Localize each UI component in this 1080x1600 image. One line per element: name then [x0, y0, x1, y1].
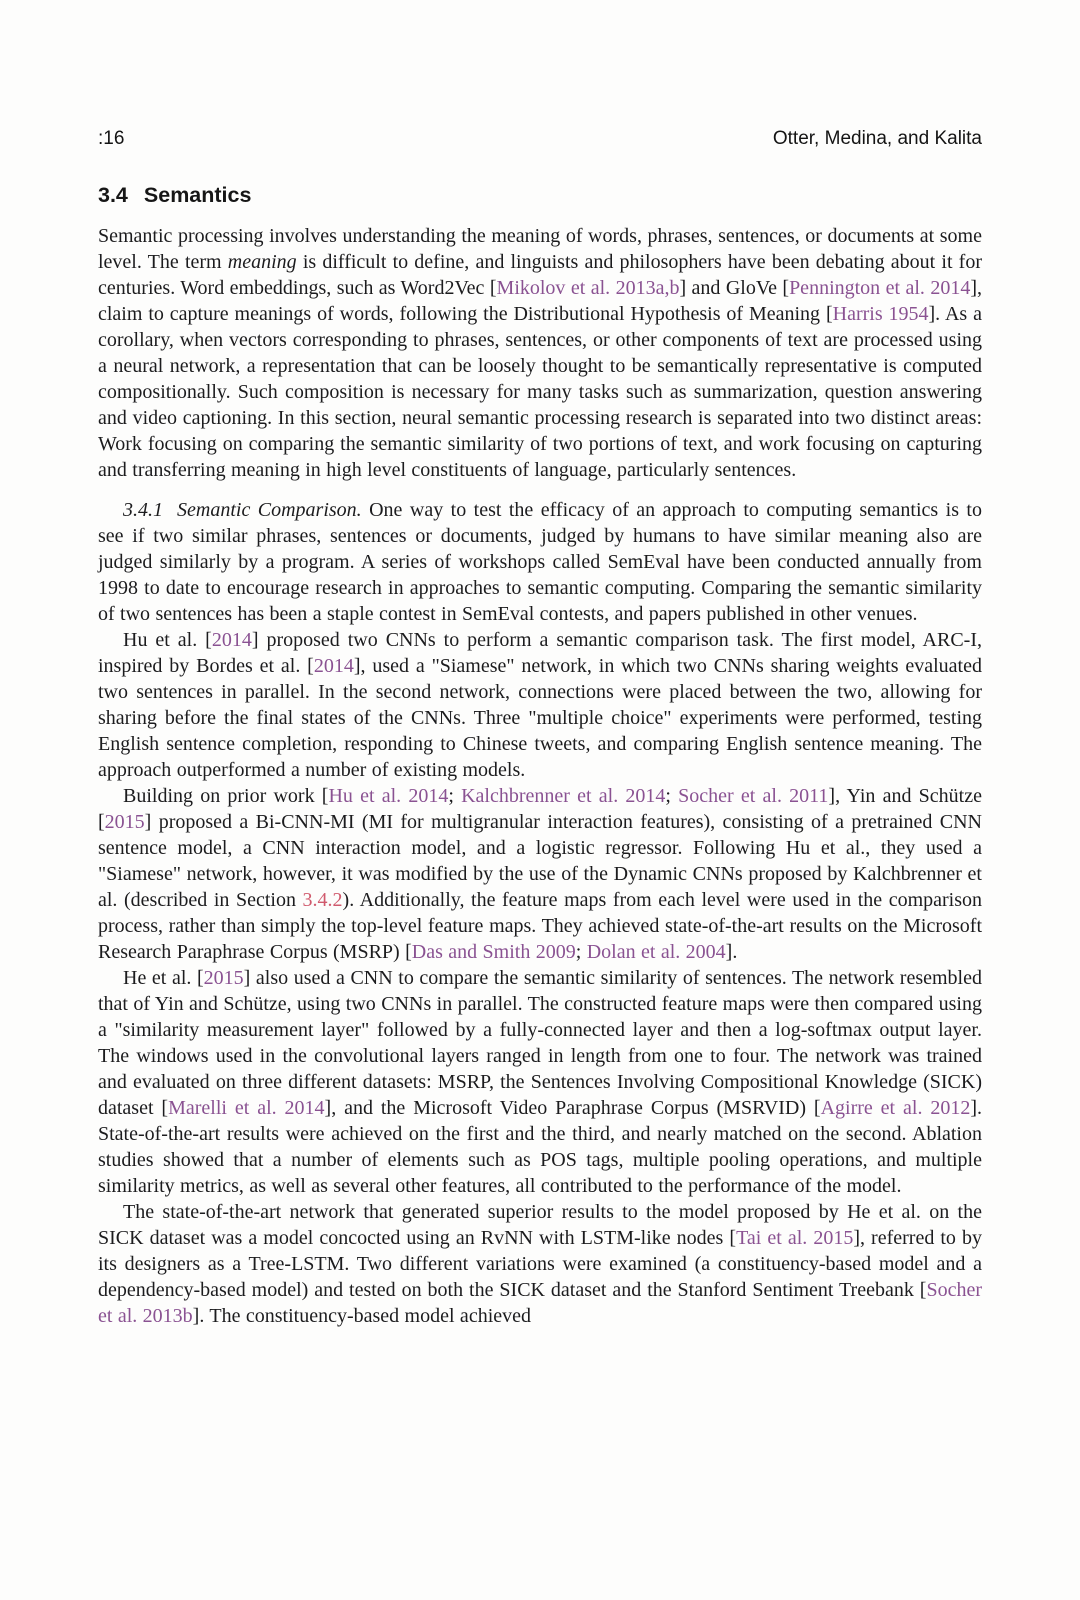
body-text: ], Yin and Schütze [ — [98, 785, 982, 833]
body-text: ]. The constituency-based model achieved — [192, 1305, 532, 1327]
body-text: ; — [665, 785, 679, 807]
body-text: ] proposed two CNNs to perform a semantic comparison task. The first model, ARC-I, inspired by Bordes et al. [ — [98, 629, 982, 677]
body-text: ; — [575, 941, 587, 963]
body-text: Hu et al. [ — [123, 629, 212, 651]
citation-link[interactable]: Mikolov et al. 2013a,b — [496, 277, 680, 299]
running-authors: Otter, Medina, and Kalita — [772, 128, 982, 149]
body-text: One way to test the efficacy of an approach to computing semantics is to see if two similar phrases, sentences or documents, judged by humans to have similar meaning also are judged similarly by a program. A series of workshops called SemEval have been conducted annually from 1998 to date to encourage research in approaches to semantic computing. Comparing the semantic similarity of two sentences has been a staple contest in SemEval contests, and papers published in other venues. — [98, 499, 982, 625]
section-heading — [98, 182, 982, 208]
body-text: ], claim to capture meanings of words, following the Distributional Hypothesis of Meaning [ — [98, 277, 982, 325]
section-number: 3.4 — [98, 183, 128, 207]
citation-link[interactable]: 2014 — [211, 629, 252, 651]
citation-link[interactable]: Marelli et al. 2014 — [168, 1097, 325, 1119]
body-text: ]. As a corollary, when vectors corresponding to phrases, sentences, or other components of text are processed using a neural network, a representation that can be loosely thought to be semantically representative is computed compositionally. Such composition is necessary for many tasks such as summarization, question answering and video captioning. In this section, neural semantic processing research is separated into two distinct areas: Work focusing on comparing the semantic similarity of two portions of text, and work focusing on capturing and transferring meaning in high level constituents of language, particularly sentences. — [98, 303, 982, 481]
body-text: The state-of-the-art network that generated superior results to the model proposed by He et al. on the SICK dataset was a model concocted using an RvNN with LSTM-like nodes [ — [98, 1201, 982, 1249]
body-text: ], used a "Siamese" network, in which two CNNs sharing weights evaluated two sentences in parallel. In the second network, connections were placed between the two, allowing for sharing before the final states of the CNNs. Three "multiple choice" experiments were performed, testing English sentence completion, responding to Chinese tweets, and comparing English sentence meaning. The approach outperformed a number of existing models. — [98, 655, 982, 781]
citation-link[interactable]: Harris 1954 — [832, 303, 929, 325]
citation-link[interactable]: Kalchbrenner et al. 2014 — [461, 785, 666, 807]
body-text: Semantic processing involves understanding the meaning of words, phrases, sentences, or documents at some level. The term — [98, 225, 982, 273]
body-text: ]. — [725, 941, 738, 963]
body-text: ], referred to by its designers as a Tree-LSTM. Two different variations were examined (a constituency-based model and a dependency-based model) and tested on both the SICK dataset and the Stanford Sentiment Treebank [ — [98, 1227, 982, 1301]
body-text: is difficult to define, and linguists and philosophers have been debating about it for centuries. Word embeddings, such as Word2Vec [ — [98, 251, 982, 299]
body-text: Building on prior work [ — [123, 785, 329, 807]
semantics-intro-paragraph — [98, 223, 982, 483]
citation-link[interactable]: Socher et al. 2013b — [98, 1279, 982, 1327]
body-text: ], and the Microsoft Video Paraphrase Corpus (MSRVID) [ — [324, 1097, 821, 1119]
yin-schutze-paragraph — [98, 783, 982, 965]
body-text: He et al. [ — [123, 967, 204, 989]
hu-etal-paragraph — [98, 627, 982, 783]
body-text: ). Additionally, the feature maps from each level were used in the comparison process, rather than simply the top-level feature maps. They achieved state-of-the-art results on the Microsoft Research Paraphrase Corpus (MSRP) [ — [98, 889, 983, 963]
he-etal-paragraph — [98, 965, 982, 1199]
body-text: ] proposed a Bi-CNN-MI (MI for multigranular interaction features), consisting of a pretrained CNN sentence model, a CNN interaction model, and a logistic regressor. Following Hu et al., they used a "Siamese" network, however, it was modified by the use of the Dynamic CNNs proposed by Kalchbrenner et al. (described in Section — [98, 811, 982, 911]
section-title: Semantics — [143, 183, 252, 207]
citation-link[interactable]: Pennington et al. 2014 — [789, 277, 971, 299]
semantic-comparison-paragraph — [98, 497, 982, 627]
citation-link[interactable]: 2014 — [313, 655, 354, 677]
body-text: ]. State-of-the-art results were achieved on the first and the third, and nearly matched on the second. Ablation studies showed that a number of elements such as POS tags, multiple pooling operations, and multiple similarity metrics, as well as several other features, all contributed to the performance of the model. — [98, 1097, 983, 1197]
citation-link[interactable]: Tai et al. 2015 — [736, 1227, 854, 1249]
citation-link[interactable]: Dolan et al. 2004 — [586, 941, 726, 963]
article-body — [98, 223, 982, 1329]
body-text: ] also used a CNN to compare the semantic similarity of sentences. The network resembled that of Yin and Schütze, using two CNNs in parallel. The constructed feature maps were then compared using a "similarity measurement layer" followed by a fully-connected layer and then a log-softmax output layer. The windows used in the convolutional layers ranged in length from one to four. The network was trained and evaluated on three different datasets: MSRP, the Sentences Involving Compositional Knowledge (SICK) dataset [ — [98, 967, 982, 1119]
citation-link[interactable]: Hu et al. 2014 — [328, 785, 449, 807]
citation-link[interactable]: Agirre et al. 2012 — [820, 1097, 971, 1119]
citation-link[interactable]: 2015 — [104, 811, 145, 833]
citation-link[interactable]: Socher et al. 2011 — [678, 785, 829, 807]
citation-link[interactable]: 2015 — [203, 967, 244, 989]
page-number: :16 — [98, 128, 125, 149]
running-head — [98, 128, 982, 150]
citation-link[interactable]: Das and Smith 2009 — [411, 941, 576, 963]
body-text: ; — [448, 785, 462, 807]
emphasis-text: meaning — [227, 251, 297, 273]
tree-lstm-paragraph — [98, 1199, 982, 1329]
emphasis-text: 3.4.1 Semantic Comparison. — [123, 499, 362, 521]
section-ref-link[interactable]: 3.4.2 — [302, 889, 343, 911]
body-text: ] and GloVe [ — [679, 277, 790, 299]
